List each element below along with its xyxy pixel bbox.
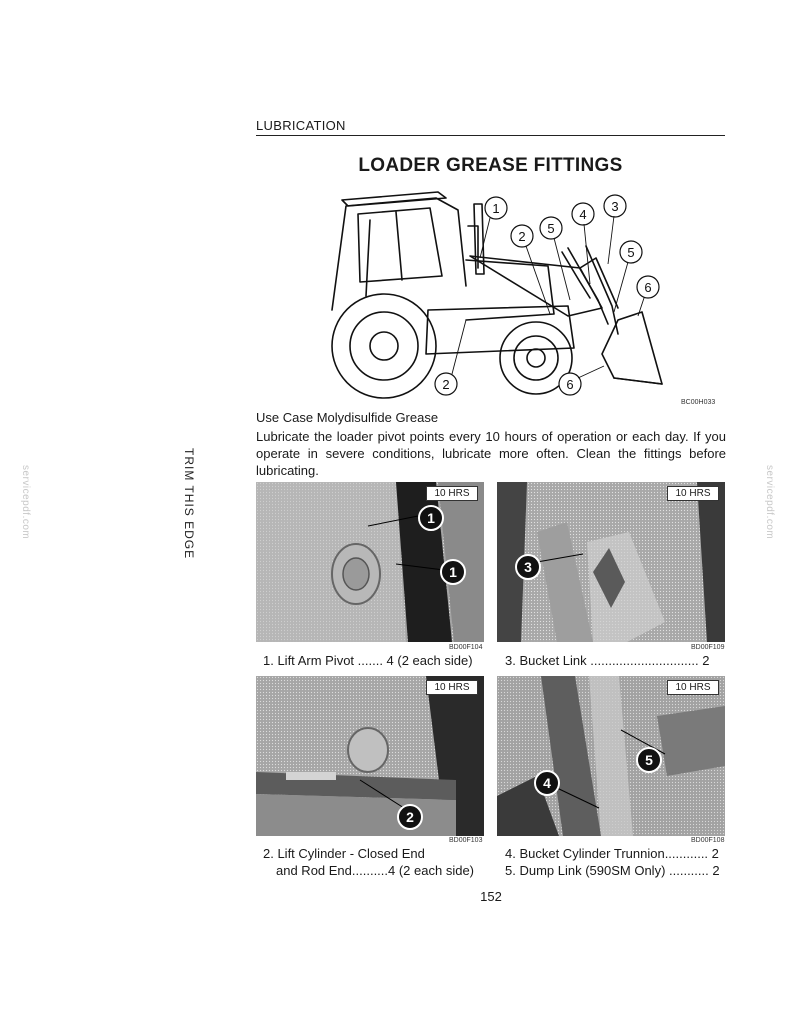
photo-code: BD00F103 — [449, 837, 483, 844]
photo-callout-1b: 1 — [440, 559, 466, 585]
watermark-right: servicepdf.com — [764, 465, 775, 540]
photo-callout-5: 5 — [636, 747, 662, 773]
interval-badge: 10 HRS — [426, 680, 478, 695]
interval-badge: 10 HRS — [667, 680, 719, 695]
caption-line: and Rod End..........4 (2 each side) — [276, 863, 475, 878]
frame — [426, 306, 574, 354]
photo-image — [256, 676, 484, 836]
caption-lift-cylinder — [263, 845, 474, 879]
lubrication-instructions: Lubricate the loader pivot points every 10 hours of operation or each day. If you operate in severe conditions, lubricate more often. Clean the fittings before lubricating. — [256, 429, 726, 478]
photo-bucket-cylinder-trunnion — [497, 676, 725, 836]
lift-cylinder — [568, 248, 608, 324]
rear-wheel — [332, 294, 436, 398]
cab-door — [358, 208, 442, 282]
photo-bucket-link — [497, 482, 725, 642]
illus-callout-2: 2 — [518, 229, 526, 244]
photo-image — [497, 676, 725, 836]
illus-callout-6: 6 — [644, 280, 652, 295]
illus-callout-2b: 2 — [442, 377, 450, 392]
page-title: LOADER GREASE FITTINGS — [358, 155, 623, 176]
illustration-code: BC00H033 — [681, 399, 716, 406]
dump-link — [562, 252, 590, 298]
photo-code: BD00F108 — [691, 837, 725, 844]
section-heading: LUBRICATION — [256, 118, 346, 133]
caption-bucket-cylinder — [505, 845, 725, 879]
photo-lift-cylinder — [256, 676, 484, 836]
photo-code: BD00F109 — [691, 644, 725, 651]
grease-note: Use Case Molydisulfide Grease — [256, 410, 439, 425]
caption-lift-arm-pivot: 1. Lift Arm Pivot ....... 4 (2 each side) — [263, 653, 473, 668]
interval-badge: 10 HRS — [667, 486, 719, 501]
photo-code: BD00F104 — [449, 644, 483, 651]
caption-line: 4. Bucket Cylinder Trunnion............ 2 — [505, 846, 719, 861]
interval-badge: 10 HRS — [426, 486, 478, 501]
illus-callout-6b: 6 — [566, 377, 574, 392]
photo-callout-1: 1 — [418, 505, 444, 531]
page-number: 152 — [480, 889, 502, 904]
photo-callout-4: 4 — [534, 770, 560, 796]
caption-bucket-link: 3. Bucket Link .............................. 2 — [505, 653, 710, 668]
illus-callout-1: 1 — [492, 201, 500, 216]
bucket — [602, 312, 662, 384]
illus-callout-3: 3 — [611, 199, 619, 214]
illustration-callouts — [435, 195, 659, 395]
bucket-link — [586, 246, 618, 334]
illus-callout-4: 4 — [579, 207, 587, 222]
illus-callout-5b: 5 — [627, 245, 635, 260]
hood — [466, 260, 554, 320]
header-rule — [256, 135, 725, 136]
caption-line: 5. Dump Link (590SM Only) ........... 2 — [505, 863, 720, 878]
illus-callout-5: 5 — [547, 221, 555, 236]
photo-callout-2: 2 — [397, 804, 423, 830]
watermark-left: servicepdf.com — [20, 465, 31, 540]
caption-line: 2. Lift Cylinder - Closed End — [263, 846, 425, 861]
cab-roof — [342, 192, 446, 206]
loader-illustration — [318, 188, 728, 410]
photo-callout-3: 3 — [515, 554, 541, 580]
photo-lift-arm-pivot — [256, 482, 484, 642]
trim-edge-label: TRIM THIS EDGE — [182, 448, 196, 560]
